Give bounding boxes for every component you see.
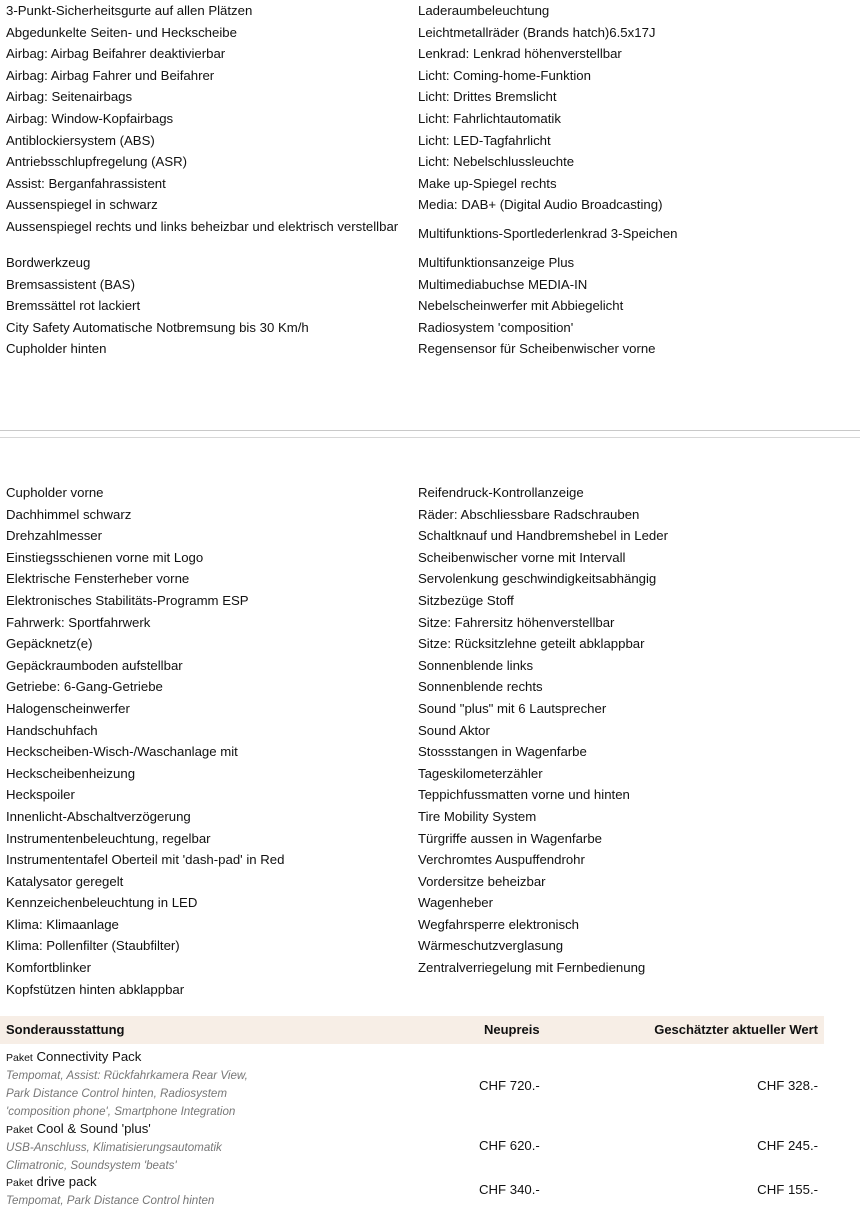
feature-item: Drehzahlmesser bbox=[6, 528, 103, 544]
feature-item: Fahrwerk: Sportfahrwerk bbox=[6, 614, 151, 630]
feature-item: Gepäcknetz(e) bbox=[6, 636, 93, 652]
feature-item: Sound Aktor bbox=[418, 722, 490, 738]
features-column-right bbox=[418, 0, 858, 360]
feature-item: Servolenkung geschwindigkeitsabhängig bbox=[418, 571, 657, 587]
feature-item: City Safety Automatische Notbremsung bis 30 Km/h bbox=[6, 319, 309, 335]
feature-item: Lenkrad: Lenkrad höhenverstellbar bbox=[418, 46, 622, 62]
option-name: Cool & Sound 'plus' bbox=[36, 1121, 151, 1136]
feature-item: Teppichfussmatten vorne und hinten bbox=[418, 787, 630, 803]
feature-item: Handschuhfach bbox=[6, 722, 98, 738]
feature-item: Airbag: Window-Kopfairbags bbox=[6, 110, 174, 126]
features-column-left bbox=[6, 0, 406, 360]
feature-item: Cupholder vorne bbox=[6, 485, 104, 500]
feature-item: Zentralverriegelung mit Fernbedienung bbox=[418, 960, 646, 976]
feature-item: Sonnenblende links bbox=[418, 657, 534, 673]
feature-item: Kopfstützen hinten abklappbar bbox=[6, 981, 185, 997]
option-prefix: Paket bbox=[6, 1052, 33, 1064]
feature-item: Bordwerkzeug bbox=[6, 254, 91, 270]
feature-item: Multimediabuchse MEDIA-IN bbox=[418, 276, 588, 292]
option-neupreis: CHF 340.- bbox=[479, 1182, 540, 1197]
table-header bbox=[0, 1016, 824, 1044]
feature-item: Räder: Abschliessbare Radschrauben bbox=[418, 506, 640, 522]
feature-item: Licht: LED-Tagfahrlicht bbox=[418, 132, 551, 148]
feature-item: Licht: Drittes Bremslicht bbox=[418, 89, 557, 105]
option-description: Tempomat, Park Distance Control hinten bbox=[6, 1194, 215, 1206]
feature-item: Antriebsschlupfregelung (ASR) bbox=[6, 154, 188, 170]
feature-item: Klima: Klimaanlage bbox=[6, 916, 119, 932]
feature-item: Tire Mobility System bbox=[418, 808, 537, 824]
option-prefix: Paket bbox=[6, 1124, 33, 1136]
column-header-wert: Geschätzter aktueller Wert bbox=[654, 1022, 818, 1037]
feature-item: Komfortblinker bbox=[6, 960, 92, 976]
feature-item: Sound "plus" mit 6 Lautsprecher bbox=[418, 700, 607, 716]
feature-item: Licht: Fahrlichtautomatik bbox=[418, 110, 561, 126]
feature-item: Schaltknauf und Handbremshebel in Leder bbox=[418, 528, 668, 544]
feature-item: Antiblockiersystem (ABS) bbox=[6, 132, 155, 148]
feature-item: Katalysator geregelt bbox=[6, 873, 124, 889]
feature-item: Make up-Spiegel rechts bbox=[418, 175, 557, 191]
feature-item: Sitze: Rücksitzlehne geteilt abklappbar bbox=[418, 636, 645, 652]
feature-item: Airbag: Airbag Beifahrer deaktivierbar bbox=[6, 46, 226, 62]
option-row bbox=[0, 1120, 824, 1173]
feature-item: Türgriffe aussen in Wagenfarbe bbox=[418, 830, 602, 846]
feature-item: Media: DAB+ (Digital Audio Broadcasting) bbox=[418, 197, 663, 213]
feature-item: Instrumententafel Oberteil mit 'dash-pad' in Red bbox=[6, 852, 285, 868]
feature-item: Klima: Pollenfilter (Staubfilter) bbox=[6, 938, 180, 954]
feature-item: Cupholder hinten bbox=[6, 341, 107, 357]
feature-item: Abgedunkelte Seiten- und Heckscheibe bbox=[6, 24, 237, 40]
feature-item: 3-Punkt-Sicherheitsgurte auf allen Plätzen bbox=[6, 3, 253, 18]
option-title bbox=[0, 1120, 824, 1139]
feature-item: Stossstangen in Wagenfarbe bbox=[418, 744, 587, 760]
column-header-neupreis: Neupreis bbox=[484, 1022, 540, 1037]
feature-item: Gepäckraumboden aufstellbar bbox=[6, 657, 183, 673]
feature-item: Einstiegsschienen vorne mit Logo bbox=[6, 549, 204, 565]
option-prefix: Paket bbox=[6, 1177, 33, 1189]
feature-item: Wegfahrsperre elektronisch bbox=[418, 916, 580, 932]
feature-item: Reifendruck-Kontrollanzeige bbox=[418, 485, 584, 500]
feature-item: Halogenscheinwerfer bbox=[6, 700, 130, 716]
feature-item: Sitze: Fahrersitz höhenverstellbar bbox=[418, 614, 615, 630]
feature-item: Airbag: Seitenairbags bbox=[6, 89, 133, 105]
feature-item: Nebelscheinwerfer mit Abbiegelicht bbox=[418, 298, 624, 314]
feature-item: Dachhimmel schwarz bbox=[6, 506, 132, 522]
option-row bbox=[0, 1173, 824, 1206]
option-wert: CHF 245.- bbox=[757, 1138, 818, 1153]
feature-item: Heckscheibenheizung bbox=[6, 765, 136, 781]
option-neupreis: CHF 620.- bbox=[479, 1138, 540, 1153]
option-title bbox=[0, 1048, 824, 1067]
feature-item: Innenlicht-Abschaltverzögerung bbox=[6, 808, 191, 824]
feature-item: Licht: Coming-home-Funktion bbox=[418, 67, 591, 83]
feature-item: Wagenheber bbox=[418, 895, 494, 911]
feature-item: Bremssättel rot lackiert bbox=[6, 298, 141, 314]
features-column-left bbox=[6, 482, 406, 1000]
feature-item: Sonnenblende rechts bbox=[418, 679, 543, 695]
option-description: Tempomat, Assist: Rückfahrkamera Rear View, Park Distance Control hinten, Radiosystem 'composition phone', Smartphone Integration bbox=[6, 1069, 248, 1118]
option-neupreis: CHF 720.- bbox=[479, 1078, 540, 1093]
option-title bbox=[0, 1173, 824, 1192]
page-divider bbox=[0, 430, 860, 431]
feature-item: Kennzeichenbeleuchtung in LED bbox=[6, 895, 198, 911]
feature-item: Bremsassistent (BAS) bbox=[6, 276, 135, 292]
option-name: Connectivity Pack bbox=[36, 1049, 142, 1064]
option-name: drive pack bbox=[36, 1174, 97, 1189]
option-description: USB-Anschluss, Klimatisierungsautomatik Climatronic, Soundsystem 'beats' bbox=[6, 1141, 222, 1172]
feature-item: Laderaumbeleuchtung bbox=[418, 3, 550, 18]
feature-item: Elektrische Fensterheber vorne bbox=[6, 571, 190, 587]
feature-item: Elektronisches Stabilitäts-Programm ESP bbox=[6, 592, 249, 608]
feature-item: Multifunktionsanzeige Plus bbox=[418, 254, 575, 270]
feature-item: Regensensor für Scheibenwischer vorne bbox=[418, 341, 656, 357]
option-wert: CHF 328.- bbox=[757, 1078, 818, 1093]
feature-item: Assist: Berganfahrassistent bbox=[6, 175, 166, 191]
feature-item: Aussenspiegel in schwarz bbox=[6, 197, 158, 213]
feature-item: Wärmeschutzverglasung bbox=[418, 938, 564, 954]
feature-item: Heckscheiben-Wisch-/Waschanlage mit bbox=[6, 744, 238, 760]
feature-item: Getriebe: 6-Gang-Getriebe bbox=[6, 679, 163, 695]
feature-item: Verchromtes Auspuffendrohr bbox=[418, 852, 585, 868]
feature-item: Airbag: Airbag Fahrer und Beifahrer bbox=[6, 67, 215, 83]
feature-item: Heckspoiler bbox=[6, 787, 75, 803]
option-wert: CHF 155.- bbox=[757, 1182, 818, 1197]
column-header-name: Sonderausstattung bbox=[6, 1022, 125, 1037]
feature-item: Sitzbezüge Stoff bbox=[418, 592, 514, 608]
option-row bbox=[0, 1048, 824, 1120]
feature-item: Vordersitze beheizbar bbox=[418, 873, 546, 889]
feature-item: Licht: Nebelschlussleuchte bbox=[418, 154, 575, 170]
page-divider bbox=[0, 437, 860, 438]
feature-item: Instrumentenbeleuchtung, regelbar bbox=[6, 830, 211, 846]
feature-item: Leichtmetallräder (Brands hatch)6.5x17J bbox=[418, 24, 656, 40]
feature-item: Aussenspiegel rechts und links beheizbar und elektrisch verstellbar bbox=[6, 218, 399, 234]
features-column-right bbox=[418, 482, 858, 979]
sonderausstattung-table bbox=[0, 1016, 824, 1206]
feature-item: Tageskilometerzähler bbox=[418, 765, 543, 781]
feature-item: Scheibenwischer vorne mit Intervall bbox=[418, 549, 626, 565]
feature-item: Radiosystem 'composition' bbox=[418, 319, 574, 335]
feature-item: Multifunktions-Sportlederlenkrad 3-Speichen bbox=[418, 225, 678, 241]
